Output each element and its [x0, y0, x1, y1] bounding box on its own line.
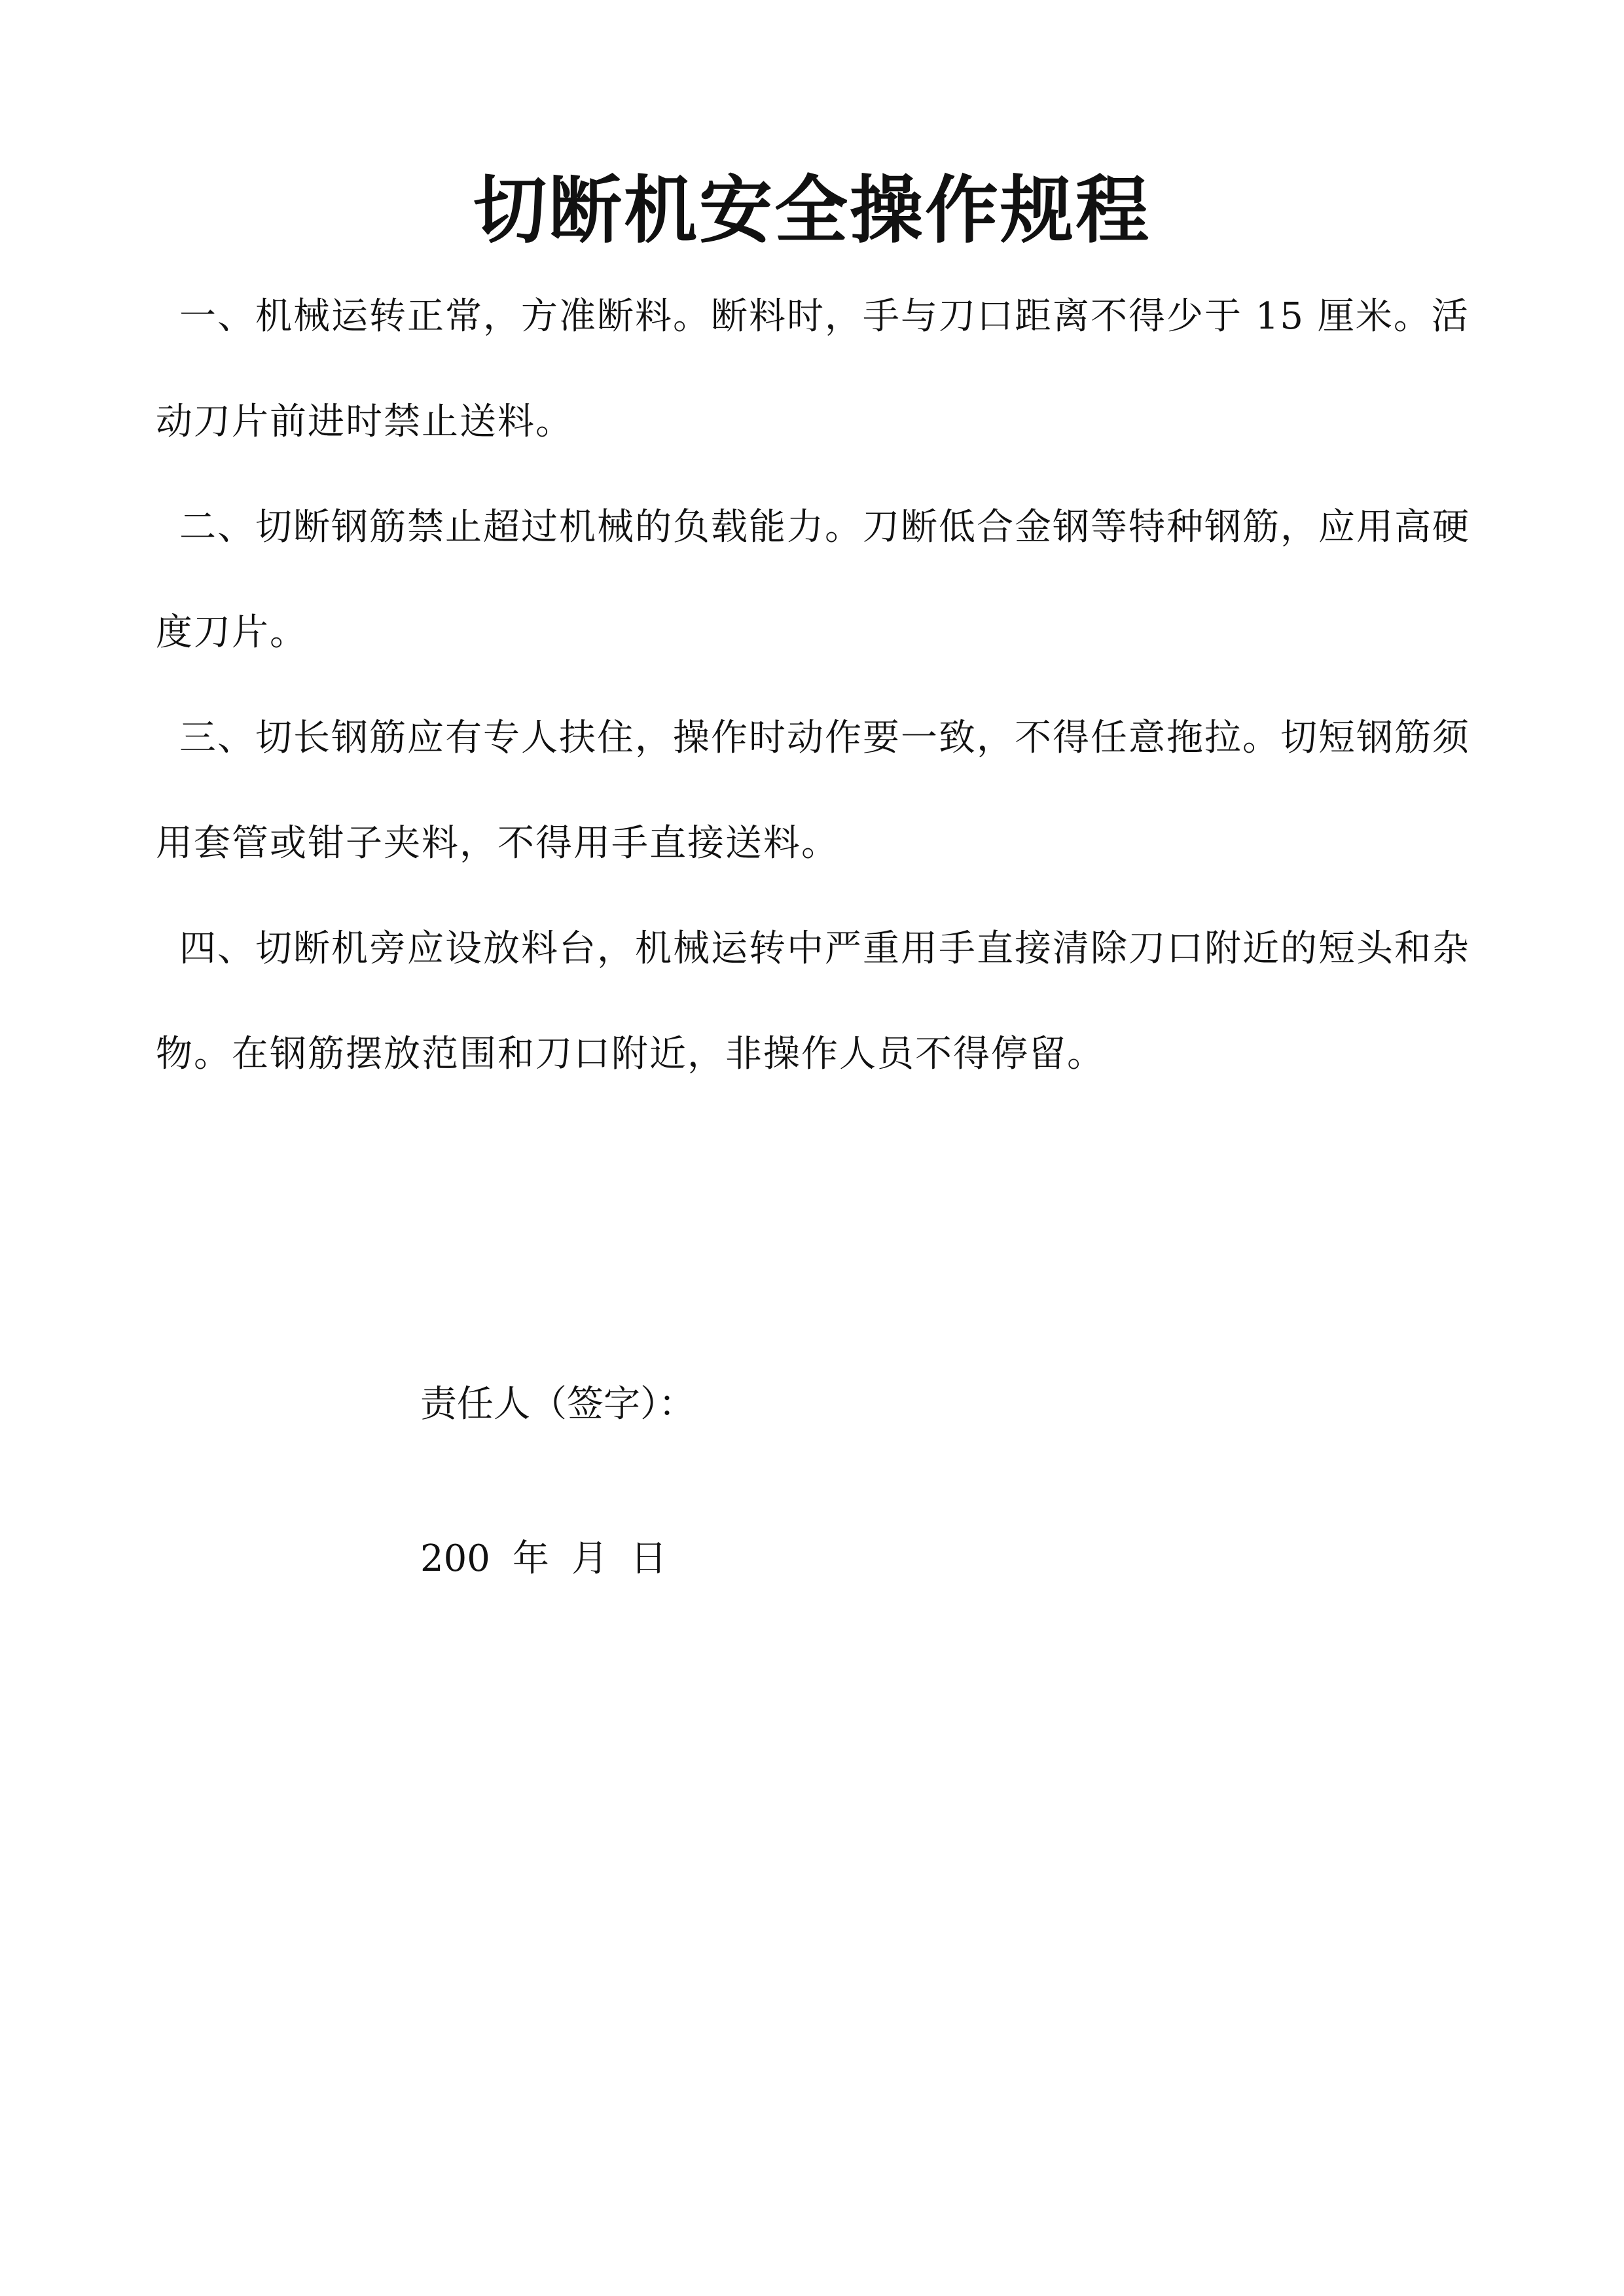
- date-day-unit: 日: [630, 1537, 667, 1580]
- paragraph-4: 四、切断机旁应设放料台，机械运转中严重用手直接清除刀口附近的短头和杂物。在钢筋摆放范围和刀口附近，非操作人员不得停留。: [156, 927, 1470, 1075]
- date-year-unit: 年: [512, 1537, 549, 1580]
- signature-label: 责任人（签字）：: [420, 1383, 695, 1426]
- paragraph-1: 一、机械运转正常，方准断料。断料时，手与刀口距离不得少于 15 厘米。活动刀片前进时禁止送料。: [156, 295, 1470, 443]
- paragraph-2: 二、切断钢筋禁止超过机械的负载能力。刀断低合金钢等特种钢筋，应用高硬度刀片。: [156, 506, 1470, 654]
- date-year: 200: [420, 1537, 490, 1580]
- document-body: [156, 264, 1471, 1107]
- paragraph-3: 三、切长钢筋应有专人扶住，操作时动作要一致，不得任意拖拉。切短钢筋须用套管或钳子夹料，不得用手直接送料。: [156, 717, 1470, 865]
- date-line: [420, 1520, 667, 1598]
- document-title: 切断机安全操作规程: [473, 168, 1151, 253]
- date-month-unit: 月: [571, 1537, 608, 1580]
